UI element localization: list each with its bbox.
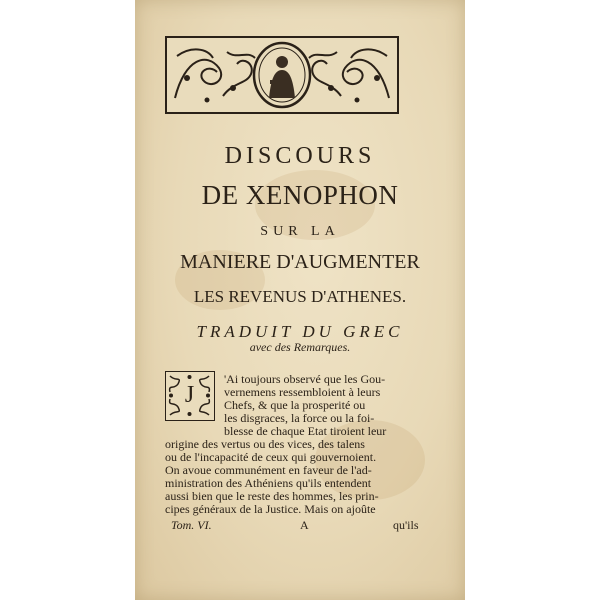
catchword: qu'ils bbox=[393, 518, 419, 532]
book-page bbox=[135, 0, 465, 600]
title-line-sur-la: SUR LA bbox=[260, 224, 340, 239]
volume-number: Tom. VI. bbox=[171, 518, 212, 532]
ornamental-drop-cap bbox=[165, 371, 215, 421]
title-line-discours: DISCOURS bbox=[224, 143, 376, 169]
body-line: blesse de chaque Etat tiroient leur bbox=[224, 424, 387, 438]
body-line: ou de l'incapacité de ceux qui gouvernoient. bbox=[165, 450, 377, 464]
subtitle-remarques: avec des Remarques. bbox=[249, 340, 351, 354]
body-line: cipes généraux de la Justice. Mais on ajoûte bbox=[165, 502, 376, 516]
signature-mark: A bbox=[300, 518, 309, 532]
subtitle-traduit: TRADUIT DU GREC bbox=[196, 322, 404, 341]
body-line: Chefs, & que la prosperité ou bbox=[224, 398, 366, 412]
title-line-xenophon: DE XENOPHON bbox=[201, 180, 399, 210]
drop-cap-letter: J bbox=[184, 382, 195, 408]
title-line-revenus: LES REVENUS D'ATHENES. bbox=[193, 287, 407, 306]
body-line: ministration des Athéniens qu'ils entendent bbox=[165, 476, 372, 490]
body-line: vernemens ressembloient à leurs bbox=[224, 385, 381, 399]
body-line: On avoue communément en faveur de l'ad- bbox=[165, 463, 372, 477]
body-line: 'Ai toujours observé que les Gou- bbox=[224, 372, 386, 386]
ornamental-headpiece bbox=[165, 36, 399, 114]
body-line: origine des vertus ou des vices, des talens bbox=[165, 437, 365, 451]
body-line: aussi bien que le reste des hommes, les prin- bbox=[165, 489, 379, 503]
scroll-ornament-icon bbox=[167, 38, 397, 112]
title-line-maniere: MANIERE D'AUGMENTER bbox=[180, 251, 420, 273]
body-line: les disgraces, la force ou la foi- bbox=[224, 411, 375, 425]
